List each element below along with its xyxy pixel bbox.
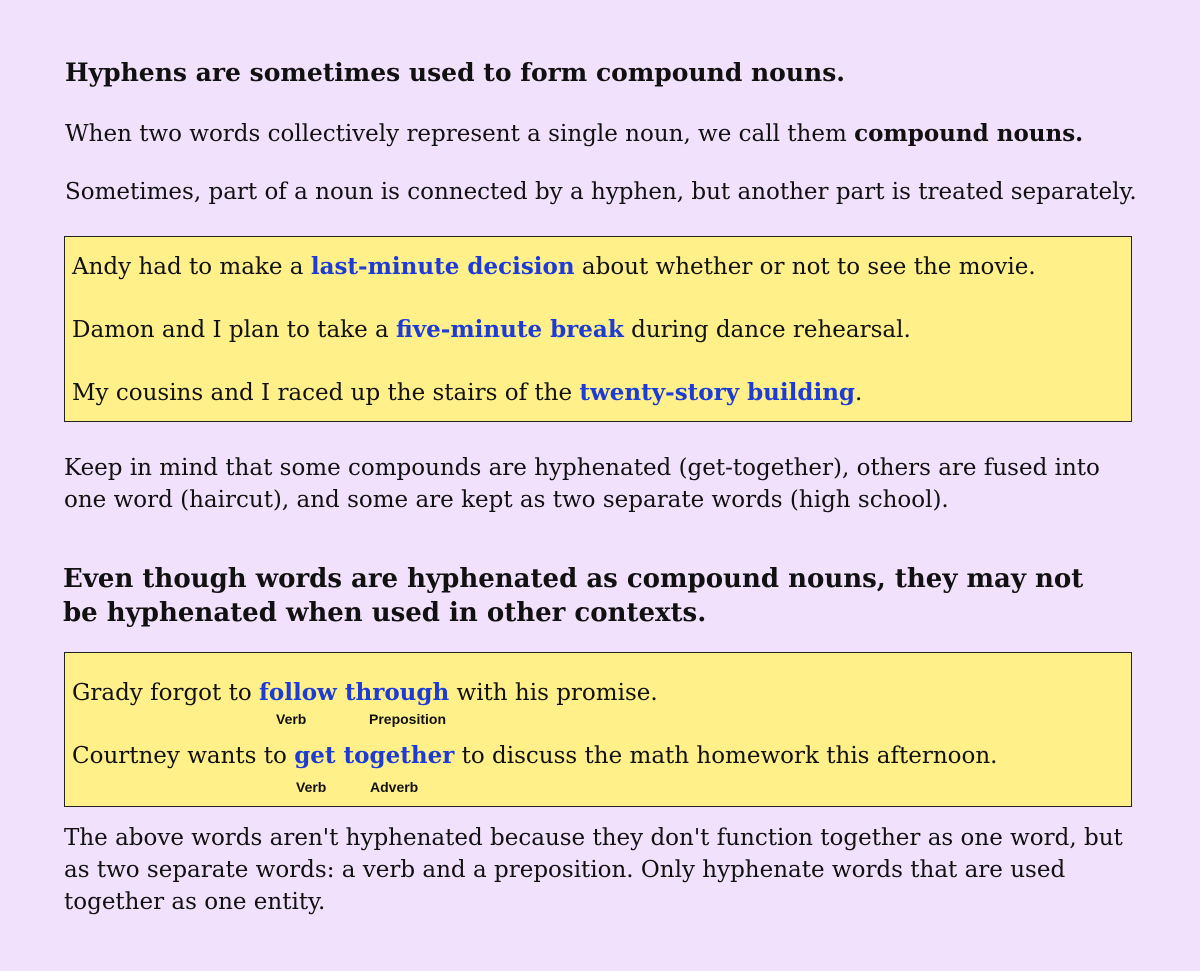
section2-heading: Even though words are hyphenated as compound nouns, they may not be hyphenated when used in other contexts. <box>63 564 1084 628</box>
example-highlight: get together <box>294 742 455 769</box>
intro-bold-term: compound nouns. <box>854 120 1084 147</box>
example-highlight: last-minute decision <box>310 253 575 280</box>
section2-note: The above words aren't hyphenated because they don't function together as one word, but as two separate words: a verb and a preposition. Only hyphenate words that are used together as one entity. <box>64 825 1123 915</box>
example-box-1 <box>64 236 1132 422</box>
part-of-speech-label: Preposition <box>369 711 447 727</box>
example-highlight: five-minute break <box>396 316 624 343</box>
example-text: Andy had to make a <box>72 254 311 280</box>
example-text: . <box>855 380 863 406</box>
example-text: to discuss the math homework this afternoon. <box>454 743 998 769</box>
example-highlight: follow through <box>259 679 450 706</box>
example-text: Courtney wants to <box>72 743 295 769</box>
section1-heading: Hyphens are sometimes used to form compound nouns. <box>65 58 845 87</box>
example-text: during dance rehearsal. <box>623 317 911 343</box>
part-of-speech-label: Adverb <box>370 779 419 795</box>
example-text: My cousins and I raced up the stairs of the <box>72 380 580 406</box>
example-text: Damon and I plan to take a <box>72 317 397 343</box>
intro-text: When two words collectively represent a single noun, we call them <box>65 121 855 147</box>
part-of-speech-label: Verb <box>276 711 307 727</box>
example-highlight: twenty-story building <box>579 379 855 406</box>
example-box-2 <box>64 652 1132 807</box>
example-sentence <box>72 378 862 408</box>
section1-intro2: Sometimes, part of a noun is connected by a hyphen, but another part is treated separately. <box>65 179 1137 205</box>
example-sentence <box>72 315 911 345</box>
example-text: Grady forgot to <box>72 680 259 706</box>
section1-intro <box>65 118 1083 150</box>
example-sentence <box>72 741 998 771</box>
section1-note: Keep in mind that some compounds are hyphenated (get-together), others are fused into one word (haircut), and some are kept as two separate words (high school). <box>64 455 1100 513</box>
example-sentence <box>72 252 1036 282</box>
example-sentence <box>72 678 658 708</box>
part-of-speech-label: Verb <box>296 779 327 795</box>
example-text: with his promise. <box>449 680 658 706</box>
example-text: about whether or not to see the movie. <box>574 254 1036 280</box>
